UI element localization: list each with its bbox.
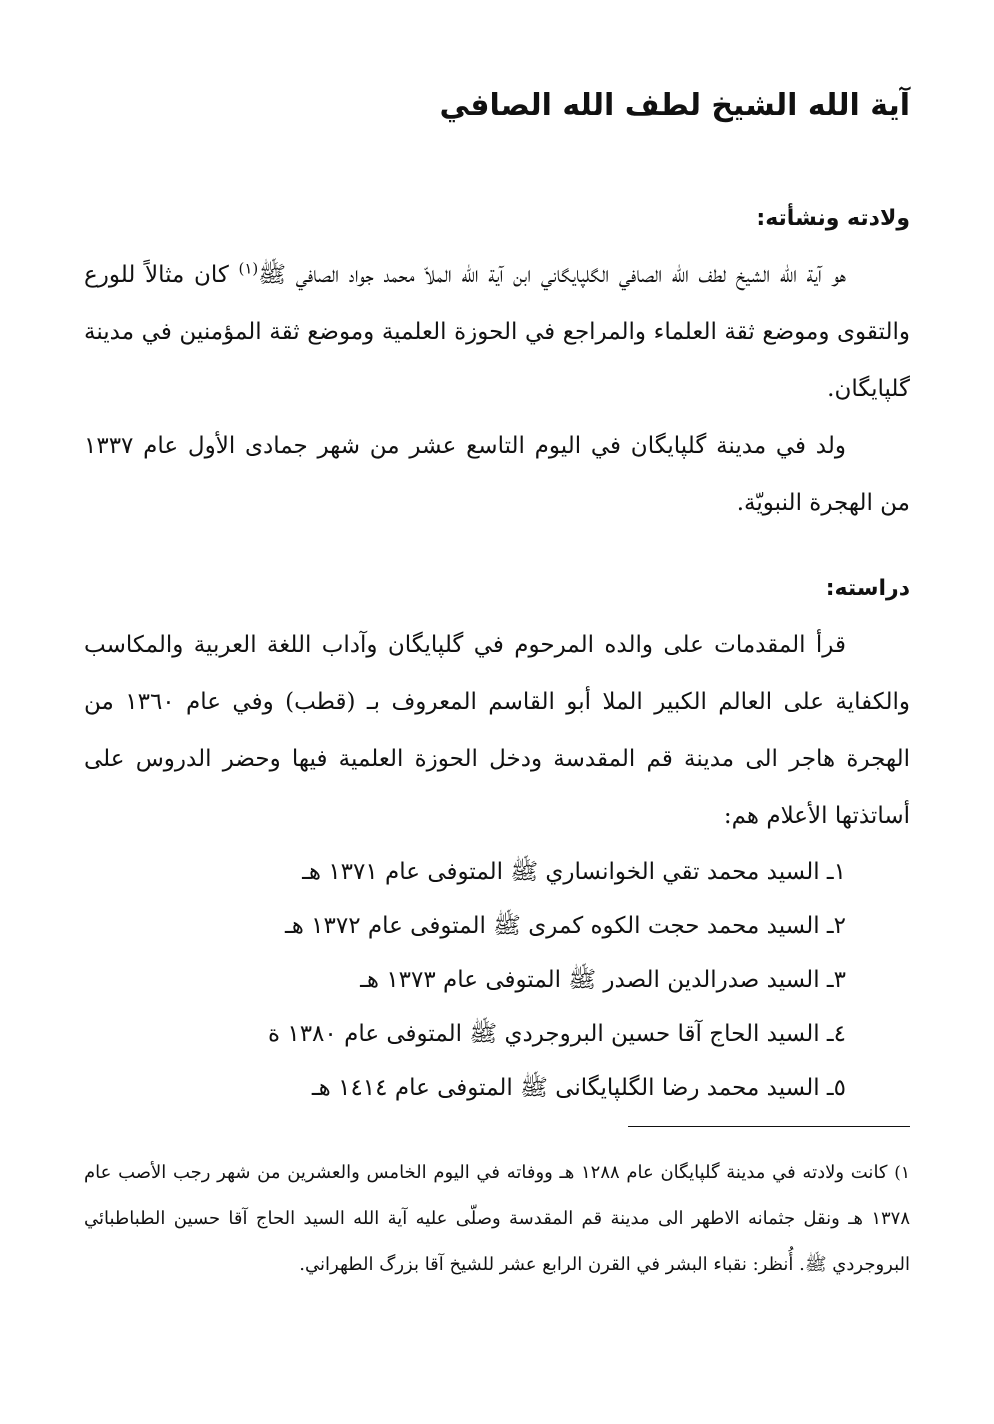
birth-paragraph-1-start: هو آية الله الشيخ لطف الله الصافي الگلپايگاني ابن آية الله الملاّ محمد جواد الصافي ﷺ xyxy=(258,262,846,288)
footnote-reference: (١) xyxy=(238,259,259,278)
teacher-item: ٣ـ السيد صدرالدين الصدر ﷺ المتوفى عام ١٣٧٣ هـ xyxy=(360,967,846,993)
birth-paragraph-1 xyxy=(84,247,910,418)
footnote-divider xyxy=(628,1126,910,1127)
section-gap xyxy=(84,532,910,560)
birth-paragraph-1-end: كان مثالاً للورع والتقوى وموضع ثقة العلماء والمراجع في الحوزة العلمية وموضع ثقة المؤمنين في مدينة گلپايگان. xyxy=(84,262,910,402)
birth-paragraph-2: ولد في مدينة گلپايگان في اليوم التاسع عشر من شهر جمادى الأول عام ١٣٣٧ من الهجرة النبويّة. xyxy=(84,433,910,516)
teacher-item: ٤ـ السيد الحاج آقا حسين البروجردي ﷺ المتوفى عام ١٣٨٠ ة xyxy=(267,1021,846,1047)
teacher-item: ٢ـ السيد محمد حجت الكوه كمرى ﷺ المتوفى عام ١٣٧٢ هـ xyxy=(284,913,846,939)
birth-heading: ولادته ونشأته: xyxy=(756,206,910,231)
teacher-item: ٥ـ السيد محمد رضا الگلپايگانى ﷺ المتوفى عام ١٤١٤ هـ xyxy=(311,1075,846,1101)
footnote-marker: ١) xyxy=(894,1163,910,1183)
main-text xyxy=(84,190,910,1115)
footnote-text: كانت ولادته في مدينة گلپايگان عام ١٢٨٨ هـ ووفاته في اليوم الخامس والعشرين من شهر رجب الأصب عام ١٣٧٨ هـ ونقل جثمانه الاطهر الى مدينة قم المقدسة وصلّى عليه آية الله السيد الحاج آقا حسين الطباطبائي البروجردي ﷺ. أُنظر: نقباء البشر في القرن الرابع عشر للشيخ آقا بزرگ الطهراني. xyxy=(84,1162,910,1275)
teacher-item: ١ـ السيد محمد تقي الخوانساري ﷺ المتوفى عام ١٣٧١ هـ xyxy=(302,859,846,885)
footnote xyxy=(84,1150,910,1288)
page-title: آية الله الشيخ لطف الله الصافي xyxy=(439,88,910,123)
studies-paragraph: قرأ المقدمات على والده المرحوم في گلپايگان وآداب اللغة العربية والمكاسب والكفاية على العالم الكبير الملا أبو القاسم المعروف بـ (قطب) وفي عام ١٣٦٠ من الهجرة هاجر الى مدينة قم المقدسة ودخل الحوزة العلمية فيها وحضر الدروس على أساتذتها الأعلام هم: xyxy=(84,632,910,829)
teachers-list xyxy=(84,845,910,1115)
studies-heading: دراسته: xyxy=(825,576,910,601)
